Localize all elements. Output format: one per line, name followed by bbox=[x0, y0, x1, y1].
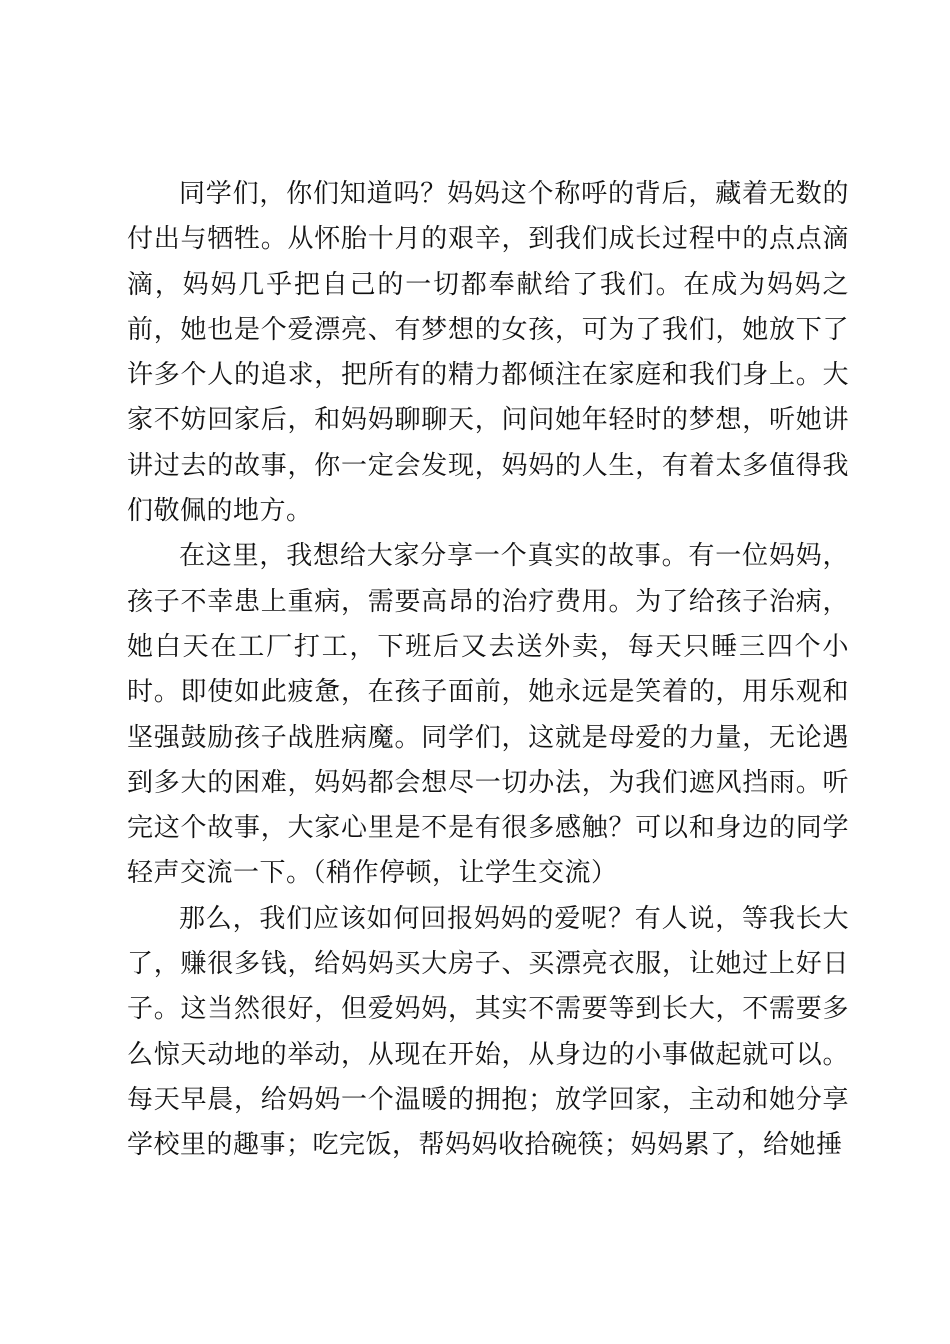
paragraph-1: 同学们，你们知道吗？妈妈这个称呼的背后，藏着无数的付出与牺牲。从怀胎十月的艰辛，到我们成长过程中的点点滴滴，妈妈几乎把自己的一切都奉献给了我们。在成为妈妈之前，她也是个爱漂亮、有梦想的女孩，可为了我们，她放下了许多个人的追求，把所有的精力都倾注在家庭和我们身上。大家不妨回家后，和妈妈聊聊天，问问她年轻时的梦想，听她讲讲过去的故事，你一定会发现，妈妈的人生，有着太多值得我们敬佩的地方。 bbox=[127, 179, 849, 527]
document-body bbox=[127, 172, 849, 1169]
paragraph-2: 在这里，我想给大家分享一个真实的故事。有一位妈妈，孩子不幸患上重病，需要高昂的治疗费用。为了给孩子治病，她白天在工厂打工，下班后又去送外卖，每天只睡三四个小时。即使如此疲惫，在孩子面前，她永远是笑着的，用乐观和坚强鼓励孩子战胜病魔。同学们，这就是母爱的力量，无论遇到多大的困难，妈妈都会想尽一切办法，为我们遮风挡雨。听完这个故事，大家心里是不是有很多感触？可以和身边的同学轻声交流一下。（稍作停顿，让学生交流） bbox=[127, 541, 849, 889]
paragraph-3: 那么，我们应该如何回报妈妈的爱呢？有人说，等我长大了，赚很多钱，给妈妈买大房子、买漂亮衣服，让她过上好日子。这当然很好，但爱妈妈，其实不需要等到长大，不需要多么惊天动地的举动，从现在开始，从身边的小事做起就可以。每天早晨，给妈妈一个温暖的拥抱；放学回家，主动和她分享学校里的趣事；吃完饭，帮妈妈收拾碗筷；妈妈累了，给她捶 bbox=[127, 903, 849, 1161]
